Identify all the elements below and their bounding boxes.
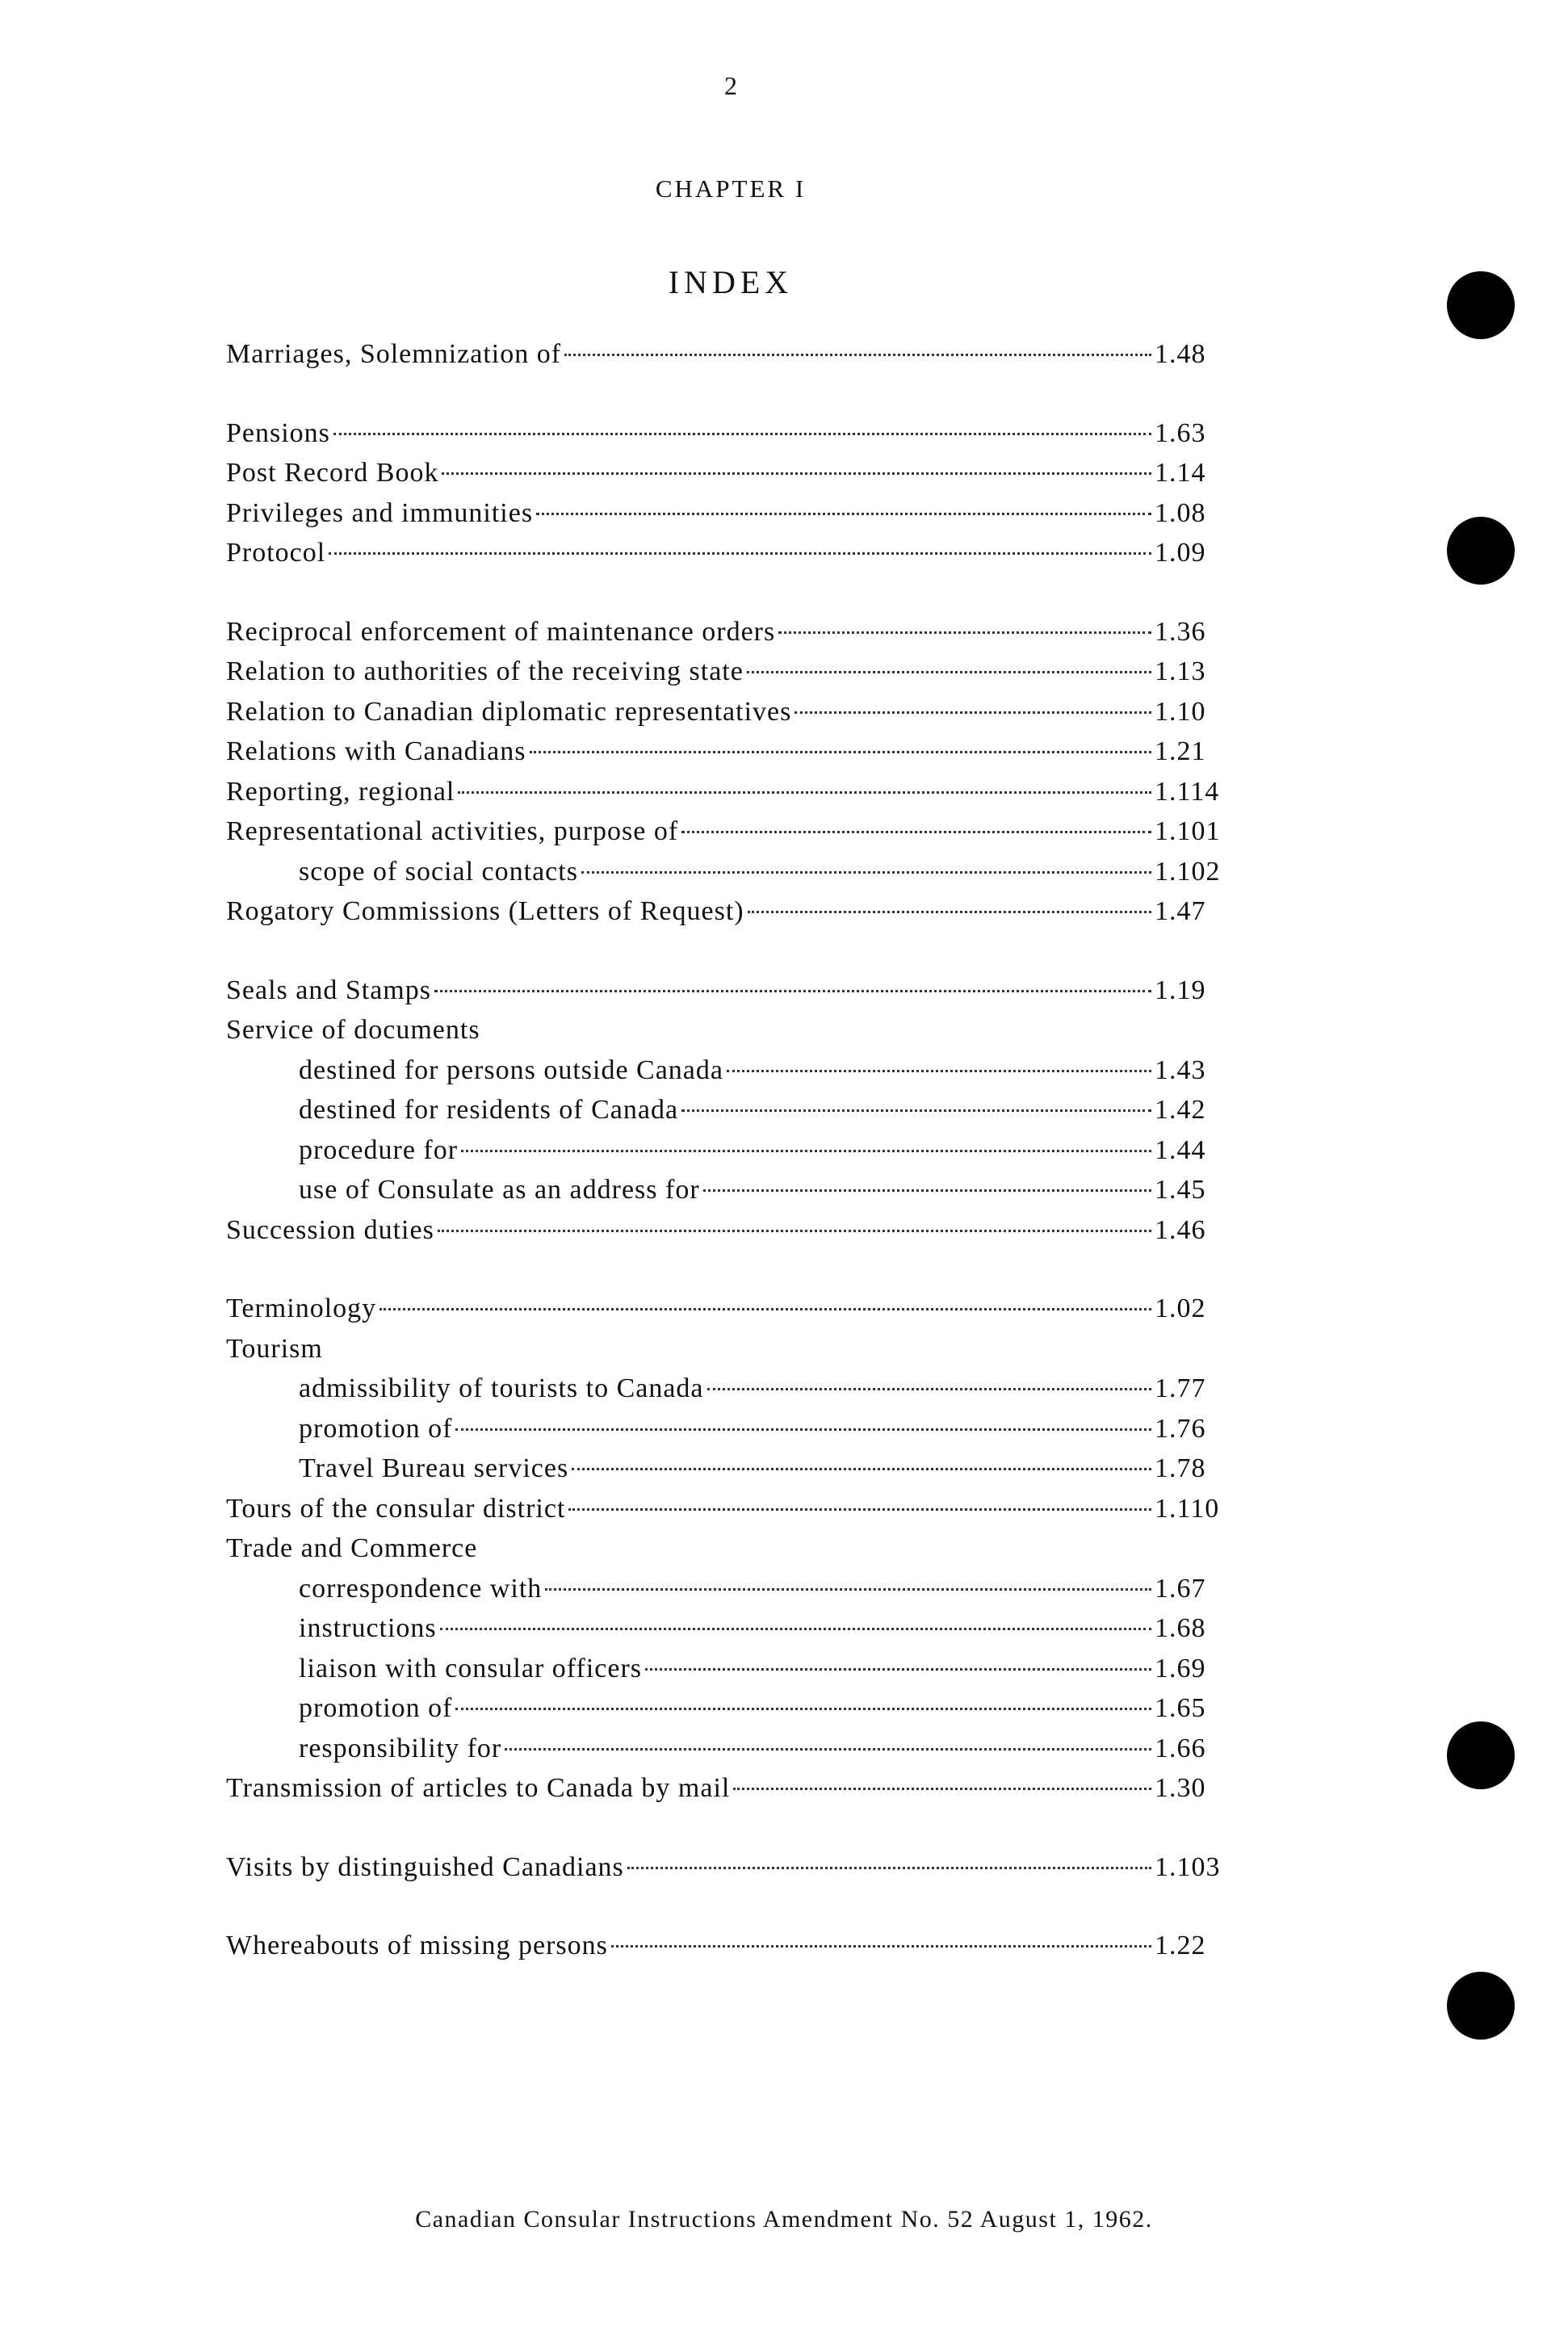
- entry-reference: 1.36: [1155, 616, 1206, 647]
- index-entry: [226, 1931, 1268, 1971]
- index-entry: [226, 498, 1268, 539]
- entry-reference: 1.44: [1155, 1134, 1206, 1165]
- dot-leader: [434, 990, 1151, 992]
- index-list: [226, 339, 1268, 1971]
- entry-reference: 1.43: [1155, 1055, 1206, 1085]
- entry-reference: 1.68: [1155, 1613, 1206, 1643]
- dot-leader: [727, 1070, 1151, 1072]
- entry-label: Reporting, regional: [226, 776, 455, 807]
- entry-label: Marriages, Solemnization of: [226, 339, 562, 369]
- dot-leader: [458, 791, 1151, 794]
- entry-reference: 1.103: [1155, 1851, 1221, 1882]
- entry-label: Pensions: [226, 417, 330, 448]
- dot-leader: [455, 1428, 1151, 1431]
- index-entry: [226, 458, 1268, 498]
- punch-hole-mark: [1447, 1721, 1515, 1789]
- entry-label: Reciprocal enforcement of maintenance orders: [226, 616, 776, 647]
- entry-label: Transmission of articles to Canada by mail: [226, 1773, 731, 1803]
- index-subentry: [226, 1734, 1268, 1774]
- entry-reference: 1.42: [1155, 1095, 1206, 1125]
- dot-leader: [438, 1230, 1151, 1232]
- dot-leader: [794, 711, 1151, 714]
- index-subentry: [226, 1613, 1268, 1654]
- group-separator: [226, 1892, 1268, 1931]
- entry-label: Representational activities, purpose of: [226, 816, 679, 846]
- index-title: INDEX: [668, 264, 794, 300]
- chapter-heading: CHAPTER I: [655, 174, 807, 203]
- entry-label: promotion of: [299, 1413, 453, 1444]
- dot-leader: [568, 1508, 1151, 1511]
- entry-reference: 1.02: [1155, 1293, 1206, 1323]
- entry-label: Relation to Canadian diplomatic representatives: [226, 696, 792, 727]
- index-subentry: [226, 1693, 1268, 1734]
- entry-label: promotion of: [299, 1693, 453, 1723]
- entry-label: Succession duties: [226, 1214, 434, 1245]
- index-entry: [226, 418, 1268, 459]
- index-subentry: [226, 1095, 1268, 1135]
- dot-leader: [440, 1628, 1151, 1630]
- entry-reference: 1.69: [1155, 1653, 1206, 1683]
- entry-label: liaison with consular officers: [299, 1653, 643, 1683]
- index-entry: [226, 1015, 1268, 1055]
- entry-label: Whereabouts of missing persons: [226, 1931, 608, 1960]
- entry-label: Relations with Canadians: [226, 736, 526, 766]
- dot-leader: [536, 513, 1151, 515]
- dot-leader: [681, 1109, 1151, 1112]
- dot-leader: [442, 472, 1151, 475]
- index-subentry: [226, 1135, 1268, 1176]
- dot-leader: [703, 1189, 1151, 1192]
- entry-label: Tours of the consular district: [226, 1493, 566, 1524]
- entry-reference: 1.78: [1155, 1453, 1206, 1483]
- entry-label: responsibility for: [299, 1733, 502, 1763]
- entry-label: Post Record Book: [226, 458, 439, 488]
- entry-label: Trade and Commerce: [226, 1533, 478, 1563]
- entry-reference: 1.19: [1155, 975, 1206, 1005]
- entry-label: Rogatory Commissions (Letters of Request): [226, 896, 744, 926]
- entry-label: procedure for: [299, 1134, 459, 1165]
- dot-leader: [333, 433, 1151, 435]
- entry-reference: 1.30: [1155, 1773, 1206, 1803]
- entry-reference: 1.21: [1155, 736, 1206, 766]
- entry-reference: 1.63: [1155, 417, 1206, 448]
- index-subentry: [226, 1453, 1268, 1494]
- entry-reference: 1.114: [1155, 776, 1220, 807]
- entry-label: correspondence with: [299, 1573, 543, 1604]
- dot-leader: [455, 1708, 1151, 1710]
- entry-reference: 1.08: [1155, 497, 1206, 528]
- footer-note: Canadian Consular Instructions Amendment No. 52 August 1, 1962.: [415, 2206, 1153, 2233]
- dot-leader: [733, 1788, 1151, 1790]
- entry-label: Protocol: [226, 538, 326, 568]
- index-subentry: [226, 1654, 1268, 1694]
- index-subentry: [226, 1373, 1268, 1414]
- entry-reference: 1.13: [1155, 656, 1206, 686]
- index-entry: [226, 1494, 1268, 1534]
- entry-reference: 1.22: [1155, 1931, 1206, 1960]
- dot-leader: [379, 1308, 1151, 1310]
- entry-label: destined for persons outside Canada: [299, 1055, 723, 1085]
- entry-reference: 1.66: [1155, 1733, 1206, 1763]
- index-entry: [226, 538, 1268, 578]
- entry-reference: 1.48: [1155, 339, 1206, 369]
- entry-reference: 1.45: [1155, 1175, 1206, 1205]
- index-entry: [226, 816, 1268, 857]
- group-separator: [226, 578, 1268, 617]
- entry-label: Service of documents: [226, 1015, 480, 1045]
- entry-reference: 1.77: [1155, 1373, 1206, 1403]
- entry-reference: 1.47: [1155, 896, 1206, 926]
- dot-leader: [707, 1388, 1151, 1390]
- index-entry: [226, 1852, 1268, 1893]
- entry-reference: 1.102: [1155, 856, 1221, 887]
- entry-label: Terminology: [226, 1293, 377, 1323]
- dot-leader: [645, 1668, 1151, 1671]
- entry-label: instructions: [299, 1613, 437, 1643]
- group-separator: [226, 937, 1268, 975]
- group-separator: [226, 1813, 1268, 1852]
- index-subentry: [226, 1574, 1268, 1614]
- index-entry: [226, 736, 1268, 777]
- index-subentry: [226, 1055, 1268, 1096]
- dot-leader: [564, 354, 1151, 356]
- dot-leader: [778, 631, 1151, 634]
- dot-leader: [747, 671, 1151, 673]
- entry-reference: 1.76: [1155, 1413, 1206, 1444]
- index-subentry: [226, 1414, 1268, 1454]
- dot-leader: [329, 552, 1151, 555]
- index-entry: [226, 975, 1268, 1016]
- index-entry: [226, 1215, 1268, 1256]
- group-separator: [226, 1255, 1268, 1293]
- dot-leader: [530, 751, 1151, 753]
- entry-label: Relation to authorities of the receiving state: [226, 656, 744, 686]
- punch-hole-mark: [1447, 517, 1515, 585]
- entry-reference: 1.65: [1155, 1693, 1206, 1723]
- entry-reference: 1.67: [1155, 1573, 1206, 1604]
- index-entry: [226, 896, 1268, 937]
- entry-reference: 1.14: [1155, 458, 1206, 488]
- entry-reference: 1.46: [1155, 1214, 1206, 1245]
- dot-leader: [681, 831, 1151, 833]
- entry-label: Tourism: [226, 1333, 323, 1364]
- index-entry: [226, 656, 1268, 697]
- entry-label: use of Consulate as an address for: [299, 1175, 700, 1205]
- index-subentry: [226, 1175, 1268, 1215]
- dot-leader: [572, 1468, 1151, 1470]
- index-entry: [226, 777, 1268, 817]
- index-entry: [226, 339, 1268, 379]
- index-entry: [226, 1533, 1268, 1574]
- punch-hole-mark: [1447, 1972, 1515, 2040]
- dot-leader: [748, 911, 1151, 913]
- index-entry: [226, 617, 1268, 657]
- dot-leader: [545, 1588, 1151, 1591]
- group-separator: [226, 379, 1268, 418]
- dot-leader: [505, 1748, 1151, 1751]
- entry-label: Travel Bureau services: [299, 1453, 569, 1483]
- index-entry: [226, 1334, 1268, 1374]
- entry-label: Visits by distinguished Canadians: [226, 1851, 624, 1882]
- dot-leader: [581, 871, 1151, 874]
- entry-label: scope of social contacts: [299, 856, 578, 887]
- index-entry: [226, 1293, 1268, 1334]
- index-entry: [226, 1773, 1268, 1813]
- dot-leader: [627, 1867, 1151, 1869]
- punch-hole-mark: [1447, 271, 1515, 339]
- entry-label: Seals and Stamps: [226, 975, 431, 1005]
- index-subentry: [226, 857, 1268, 897]
- entry-reference: 1.101: [1155, 816, 1221, 846]
- entry-label: destined for residents of Canada: [299, 1095, 679, 1125]
- dot-leader: [611, 1945, 1151, 1948]
- entry-label: Privileges and immunities: [226, 497, 534, 528]
- entry-reference: 1.10: [1155, 696, 1206, 727]
- entry-label: admissibility of tourists to Canada: [299, 1373, 704, 1403]
- entry-reference: 1.09: [1155, 538, 1206, 568]
- entry-reference: 1.110: [1155, 1493, 1220, 1524]
- page-number: 2: [724, 71, 737, 100]
- dot-leader: [461, 1150, 1151, 1152]
- index-entry: [226, 697, 1268, 737]
